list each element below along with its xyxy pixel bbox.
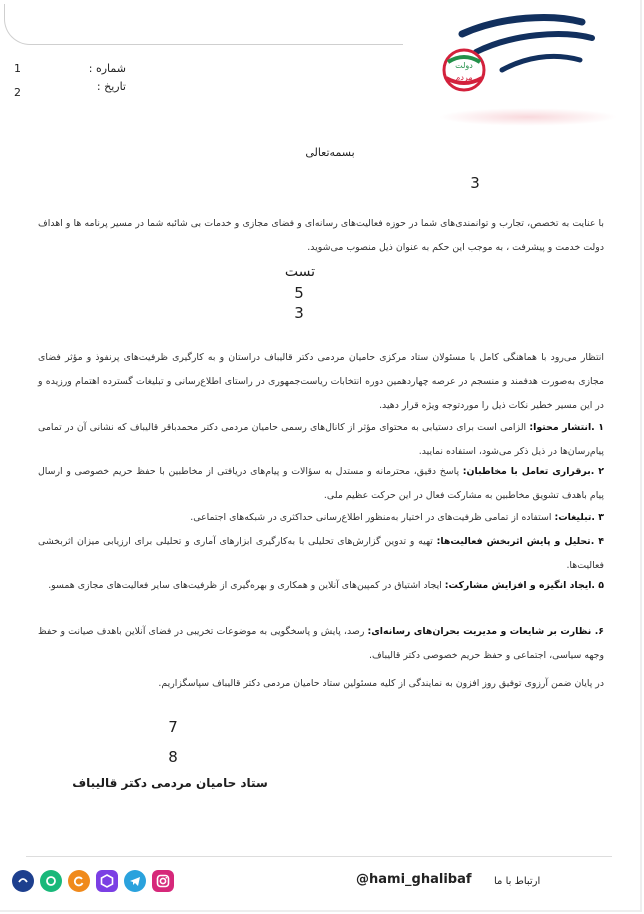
contact-label: ارتباط با ما — [494, 876, 541, 887]
intro-paragraph: با عنایت به تخصص، تجارب و توانمندی‌های شما در حوزه فعالیت‌های رسانه‌ای و فضای مجازی و خدمات بی شائبه شما در مسیر پرنامه ها و اهداف دولت خدمت و پیشرفت ، به موجب این حکم به عنوان ذیل منصوب می‌شوید. — [38, 218, 604, 253]
logo-badge-line2: مردم — [455, 73, 473, 82]
number-value: 1 — [14, 62, 21, 75]
placeholder-e: 8 — [168, 748, 178, 766]
bale-icon[interactable] — [40, 870, 62, 892]
list-item-text: الزامی است برای دستیابی به محتوای مؤثر از کانال‌های رسمی حامیان مردمی دکتر محمدباقر قالیباف که نشانی آن در تمامی پیام‌رسان‌ها در ذیل ذکر می‌شود، استفاده نمایید. — [38, 422, 604, 457]
list-item — [38, 460, 604, 508]
list-item-title: ۶. نظارت بر شایعات و مدیریت بحران‌های رسانه‌ای: — [367, 626, 604, 637]
list-item-text: پاسخ دقیق، محترمانه و مستدل به سؤالات و پیام‌های دریافتی از مخاطبین با حفظ حریم خصوصی و ارسال پیام باهدف تشویق مخاطبین به مشارکت فعال در این حرکت عظیم ملی. — [38, 466, 604, 501]
instagram-icon[interactable] — [152, 870, 174, 892]
header-decorative-line — [4, 4, 403, 45]
list-item — [38, 620, 604, 668]
ghalibaf-logo — [432, 8, 622, 96]
date-value: 2 — [14, 86, 21, 99]
date-label: تاریخ : — [96, 80, 126, 93]
placeholder-c: 3 — [294, 304, 304, 322]
closing-paragraph: در پایان ضمن آرزوی توفیق روز افزون به نمایندگی از کلیه مسئولین ستاد حامیان مردمی دکتر قالیباف سپاسگزاریم. — [158, 678, 604, 689]
signature: ستاد حامیان مردمی دکتر قالیباف — [72, 776, 268, 790]
list-item-title: ۱ .انتشار محتوا: — [529, 422, 604, 433]
rubika-icon[interactable] — [96, 870, 118, 892]
main-paragraph: انتظار می‌رود با هماهنگی کامل با مسئولان ستاد مرکزی حامیان مردمی دکتر قالیباف درا‌ستان و به کارگیری ظرفیت‌های پرنفوذ و مؤثر فضای مجازی به‌صورت هدفمند و منسجم در عرصه چهاردهمین دوره انتخابات ریاست‌جمهوری در راستای اطلاع‌رسانی و تبلیغات گسترده اهتمام ورزیده و در این مسیر خطیر نکات ذیل را موردتوجه ویژه قرار دهید. — [38, 352, 604, 411]
list-item-title: ۴ .تحلیل و پایش اثربخش فعالیت‌ها: — [436, 536, 604, 547]
social-handle[interactable]: @hami_ghalibaf — [356, 872, 472, 887]
footer-divider — [26, 856, 612, 857]
eitaa-icon[interactable] — [68, 870, 90, 892]
soroush-icon[interactable] — [12, 870, 34, 892]
logo-glow — [438, 108, 618, 126]
list-item-title: ۲ .برقراری تعامل با مخاطبان: — [462, 466, 604, 477]
number-label: شماره : — [88, 62, 126, 75]
placeholder-d: 7 — [168, 718, 178, 736]
list-item-text: استفاده از تمامی ظرفیت‌های در اختیار به‌منظور اطلاع‌رسانی حداکثری در شبکه‌های اجتماعی. — [190, 512, 555, 523]
telegram-icon[interactable] — [124, 870, 146, 892]
salutation: بسمه‌تعالی — [305, 146, 355, 159]
placeholder-title: تست — [284, 264, 316, 280]
placeholder-b: 5 — [294, 284, 304, 302]
list-item-text: رصد، پایش و پاسخگویی به موضوعات تخریبی در فضای آنلاین باهدف صیانت و حفظ وجهه سیاسی، اجتماعی و حفظ حریم خصوصی دکتر قالیباف. — [38, 626, 604, 661]
list-item — [38, 506, 604, 530]
placeholder-a: 3 — [470, 174, 480, 192]
list-item-title: ۵ .ایجاد انگیزه و افزایش مشارکت: — [444, 580, 604, 591]
list-item — [38, 530, 604, 578]
list-item-title: ۳ .تبلیغات: — [554, 512, 604, 523]
logo-badge-line1: دولت — [455, 61, 473, 70]
list-item — [38, 416, 604, 464]
list-item-text: ایجاد اشتیاق در کمپین‌های آنلاین و همکاری و بهره‌گیری از ظرفیت‌های سایر فعالیت‌های مجازی همسو. — [48, 580, 445, 591]
list-item-text: تهیه و تدوین گزارش‌های تحلیلی با به‌کارگیری ابزارهای آماری و تحلیلی برای ارزیابی میزان اثربخشی فعالیت‌ها. — [38, 536, 604, 571]
list-item — [38, 574, 604, 598]
